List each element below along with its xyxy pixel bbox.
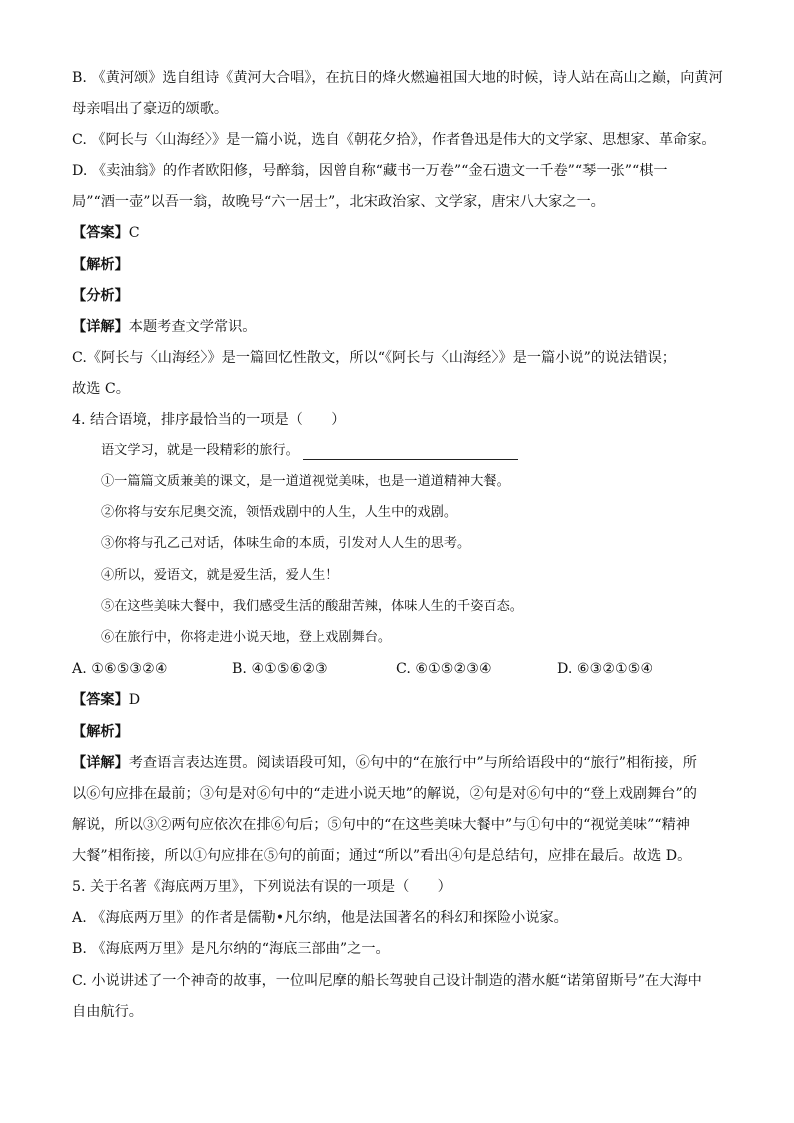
q4-answer xyxy=(72,690,140,710)
q5-option-a: A. 《海底两万里》的作者是儒勒•凡尔纳，他是法国著名的科幻和探险小说家。 xyxy=(72,910,568,926)
q3-explain: C.《阿长与〈山海经〉》是一篇回忆性散文，所以“《阿长与〈山海经〉》是一篇小说”的说法错误； xyxy=(72,350,676,366)
q3-option-d-line1: D. 《卖油翁》的作者欧阳修，号醉翁，因曾自称“藏书一万卷”“金石遗文一千卷”“琴一张”“棋一 xyxy=(72,163,668,179)
q3-option-d-line2: 局”“酒一壶”以吾一翁，故晚号“六一居士”，北宋政治家、文学家，唐宋八大家之一。 xyxy=(72,194,605,210)
answer-label: 【答案】 xyxy=(72,692,129,708)
q4-option-a: A. ①⑥⑤③②④ xyxy=(72,661,168,677)
q3-option-b-line2: 母亲唱出了豪迈的颂歌。 xyxy=(72,101,229,117)
q4-option-d: D. ⑥③②①⑤④ xyxy=(557,661,654,677)
q4-detail-line1 xyxy=(72,753,697,773)
answer-blank xyxy=(303,445,518,460)
q3-answer xyxy=(72,223,140,243)
q4-lead xyxy=(101,442,518,460)
q5-option-c-line1: C. 小说讲述了一个神奇的故事，一位叫尼摩的船长驾驶自己设计制造的潜水艇“诺第留斯号”在大海中 xyxy=(72,973,702,989)
q3-option-b-line1: B. 《黄河颂》选自组诗《黄河大合唱》，在抗日的烽火燃遍祖国大地的时候，诗人站在高山之巅，向黄河 xyxy=(72,70,723,86)
q3-fenxi-label: 【分析】 xyxy=(72,288,129,304)
q4-item: ⑥在旅行中，你将走进小说天地，登上戏剧舞台。 xyxy=(101,630,392,645)
q4-item: ④所以，爱语文，就是爱生活，爱人生！ xyxy=(101,568,339,583)
detail-label: 【详解】 xyxy=(72,755,129,771)
q3-choose: 故选 C。 xyxy=(72,381,130,397)
q4-detail-line3: 解说，所以③②两句应依次在排⑥句后；⑤句中的“在这些美味大餐中”与①句中的“视觉美味”“精神 xyxy=(72,817,690,833)
q3-detail xyxy=(72,317,256,337)
answer-label: 【答案】 xyxy=(72,225,129,241)
q4-option-c: C. ⑥①⑤②③④ xyxy=(396,661,492,677)
answer-value: C xyxy=(128,225,140,241)
q4-detail-line2: 以⑥句应排在最前；③句是对⑥句中的“走进小说天地”的解说，②句是对⑥句中的“登上戏剧舞台”的 xyxy=(72,786,697,802)
q3-option-c: C. 《阿长与〈山海经〉》是一篇小说，选自《朝花夕拾》，作者鲁迅是伟大的文学家、思想家、革命家。 xyxy=(72,132,716,148)
q5-option-c-line2: 自由航行。 xyxy=(72,1004,143,1020)
detail-text: 本题考查文学常识。 xyxy=(128,319,257,335)
q4-item: ②你将与安东尼奥交流，领悟戏剧中的人生，人生中的戏剧。 xyxy=(101,505,458,520)
q4-lead-text: 语文学习，就是一段精彩的旅行。 xyxy=(101,443,299,458)
q4-detail-line4: 大餐”相衔接，所以①句应排在⑤句的前面；通过“所以”看出④句是总结句，应排在最后。故选 D。 xyxy=(72,848,692,864)
detail-text: 考查语言表达连贯。阅读语段可知，⑥句中的“在旅行中”与所给语段中的“旅行”相衔接，所 xyxy=(128,755,697,771)
detail-label: 【详解】 xyxy=(72,319,129,335)
q3-analysis-label: 【解析】 xyxy=(72,257,129,273)
q5-option-b: B. 《海底两万里》是凡尔纳的“海底三部曲”之一。 xyxy=(72,941,390,957)
q4-item: ③你将与孔乙己对话，体味生命的本质，引发对人人生的思考。 xyxy=(101,536,471,551)
q4-stem: 4. 结合语境，排序最恰当的一项是（ ） xyxy=(72,412,346,428)
q4-item: ⑤在这些美味大餐中，我们感受生活的酸甜苦辣，体味人生的千姿百态。 xyxy=(101,599,523,614)
answer-value: D xyxy=(128,692,141,708)
q4-analysis-label: 【解析】 xyxy=(72,724,129,740)
q4-option-b: B. ④①⑤⑥②③ xyxy=(232,661,328,677)
q5-stem: 5. 关于名著《海底两万里》，下列说法有误的一项是（ ） xyxy=(72,879,452,895)
q4-item: ①一篇篇文质兼美的课文，是一道道视觉美味，也是一道道精神大餐。 xyxy=(101,474,510,489)
